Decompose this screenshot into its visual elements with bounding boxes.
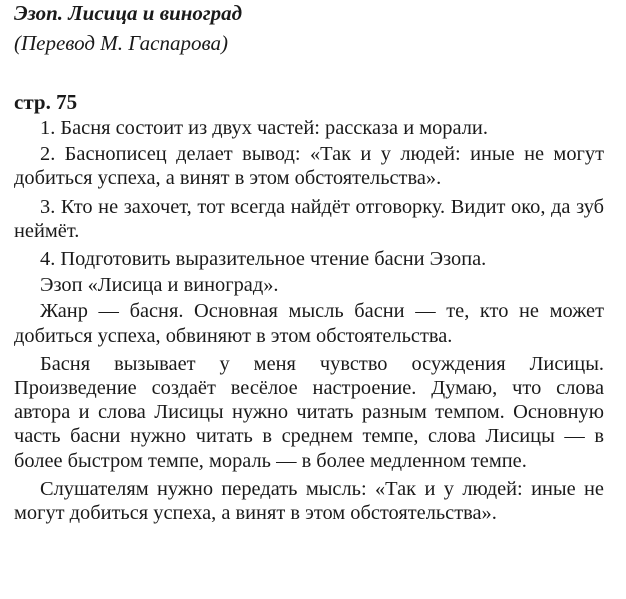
page-number-label: стр. 75: [14, 90, 78, 114]
answer-1: 1. Басня состоит из двух частей: рассказа и морали.: [40, 117, 488, 139]
listener-message: Слушателям нужно передать мысль: «Так и у людей: иные не могут добиться успеха, а винят в этом обстоятельства».: [14, 477, 604, 525]
answer-body: [14, 116, 604, 529]
answer-2: 2. Баснописец делает вывод: «Так и у людей: иные не могут добиться успеха, а винят в этом обстоятельства».: [14, 143, 604, 190]
translator-note: (Перевод М. Гаспарова): [14, 31, 228, 55]
reading-analysis: Басня вызывает у меня чувство осуждения Лисицы. Произведение создаёт весёлое настроение. Думаю, что слова автора и слова Лисицы нужно читать разным темпом. Основную часть басни нужно читать в среднем темпе, слова Лисицы — в более быстром темпе, мораль — в более медленном темпе.: [14, 352, 604, 472]
fable-heading: Эзоп «Лисица и виноград».: [40, 274, 279, 297]
answer-4: 4. Подготовить выразительное чтение басни Эзопа.: [40, 248, 487, 271]
genre-main-idea: Жанр — басня. Основная мысль басни — те, кто не может добиться успеха, обвиняют в этом обстоятельства.: [14, 300, 604, 347]
document-title: Эзоп. Лисица и виноград: [14, 1, 243, 25]
answer-3: 3. Кто не захочет, тот всегда найдёт отговорку. Видит око, да зуб неймёт.: [14, 195, 604, 242]
